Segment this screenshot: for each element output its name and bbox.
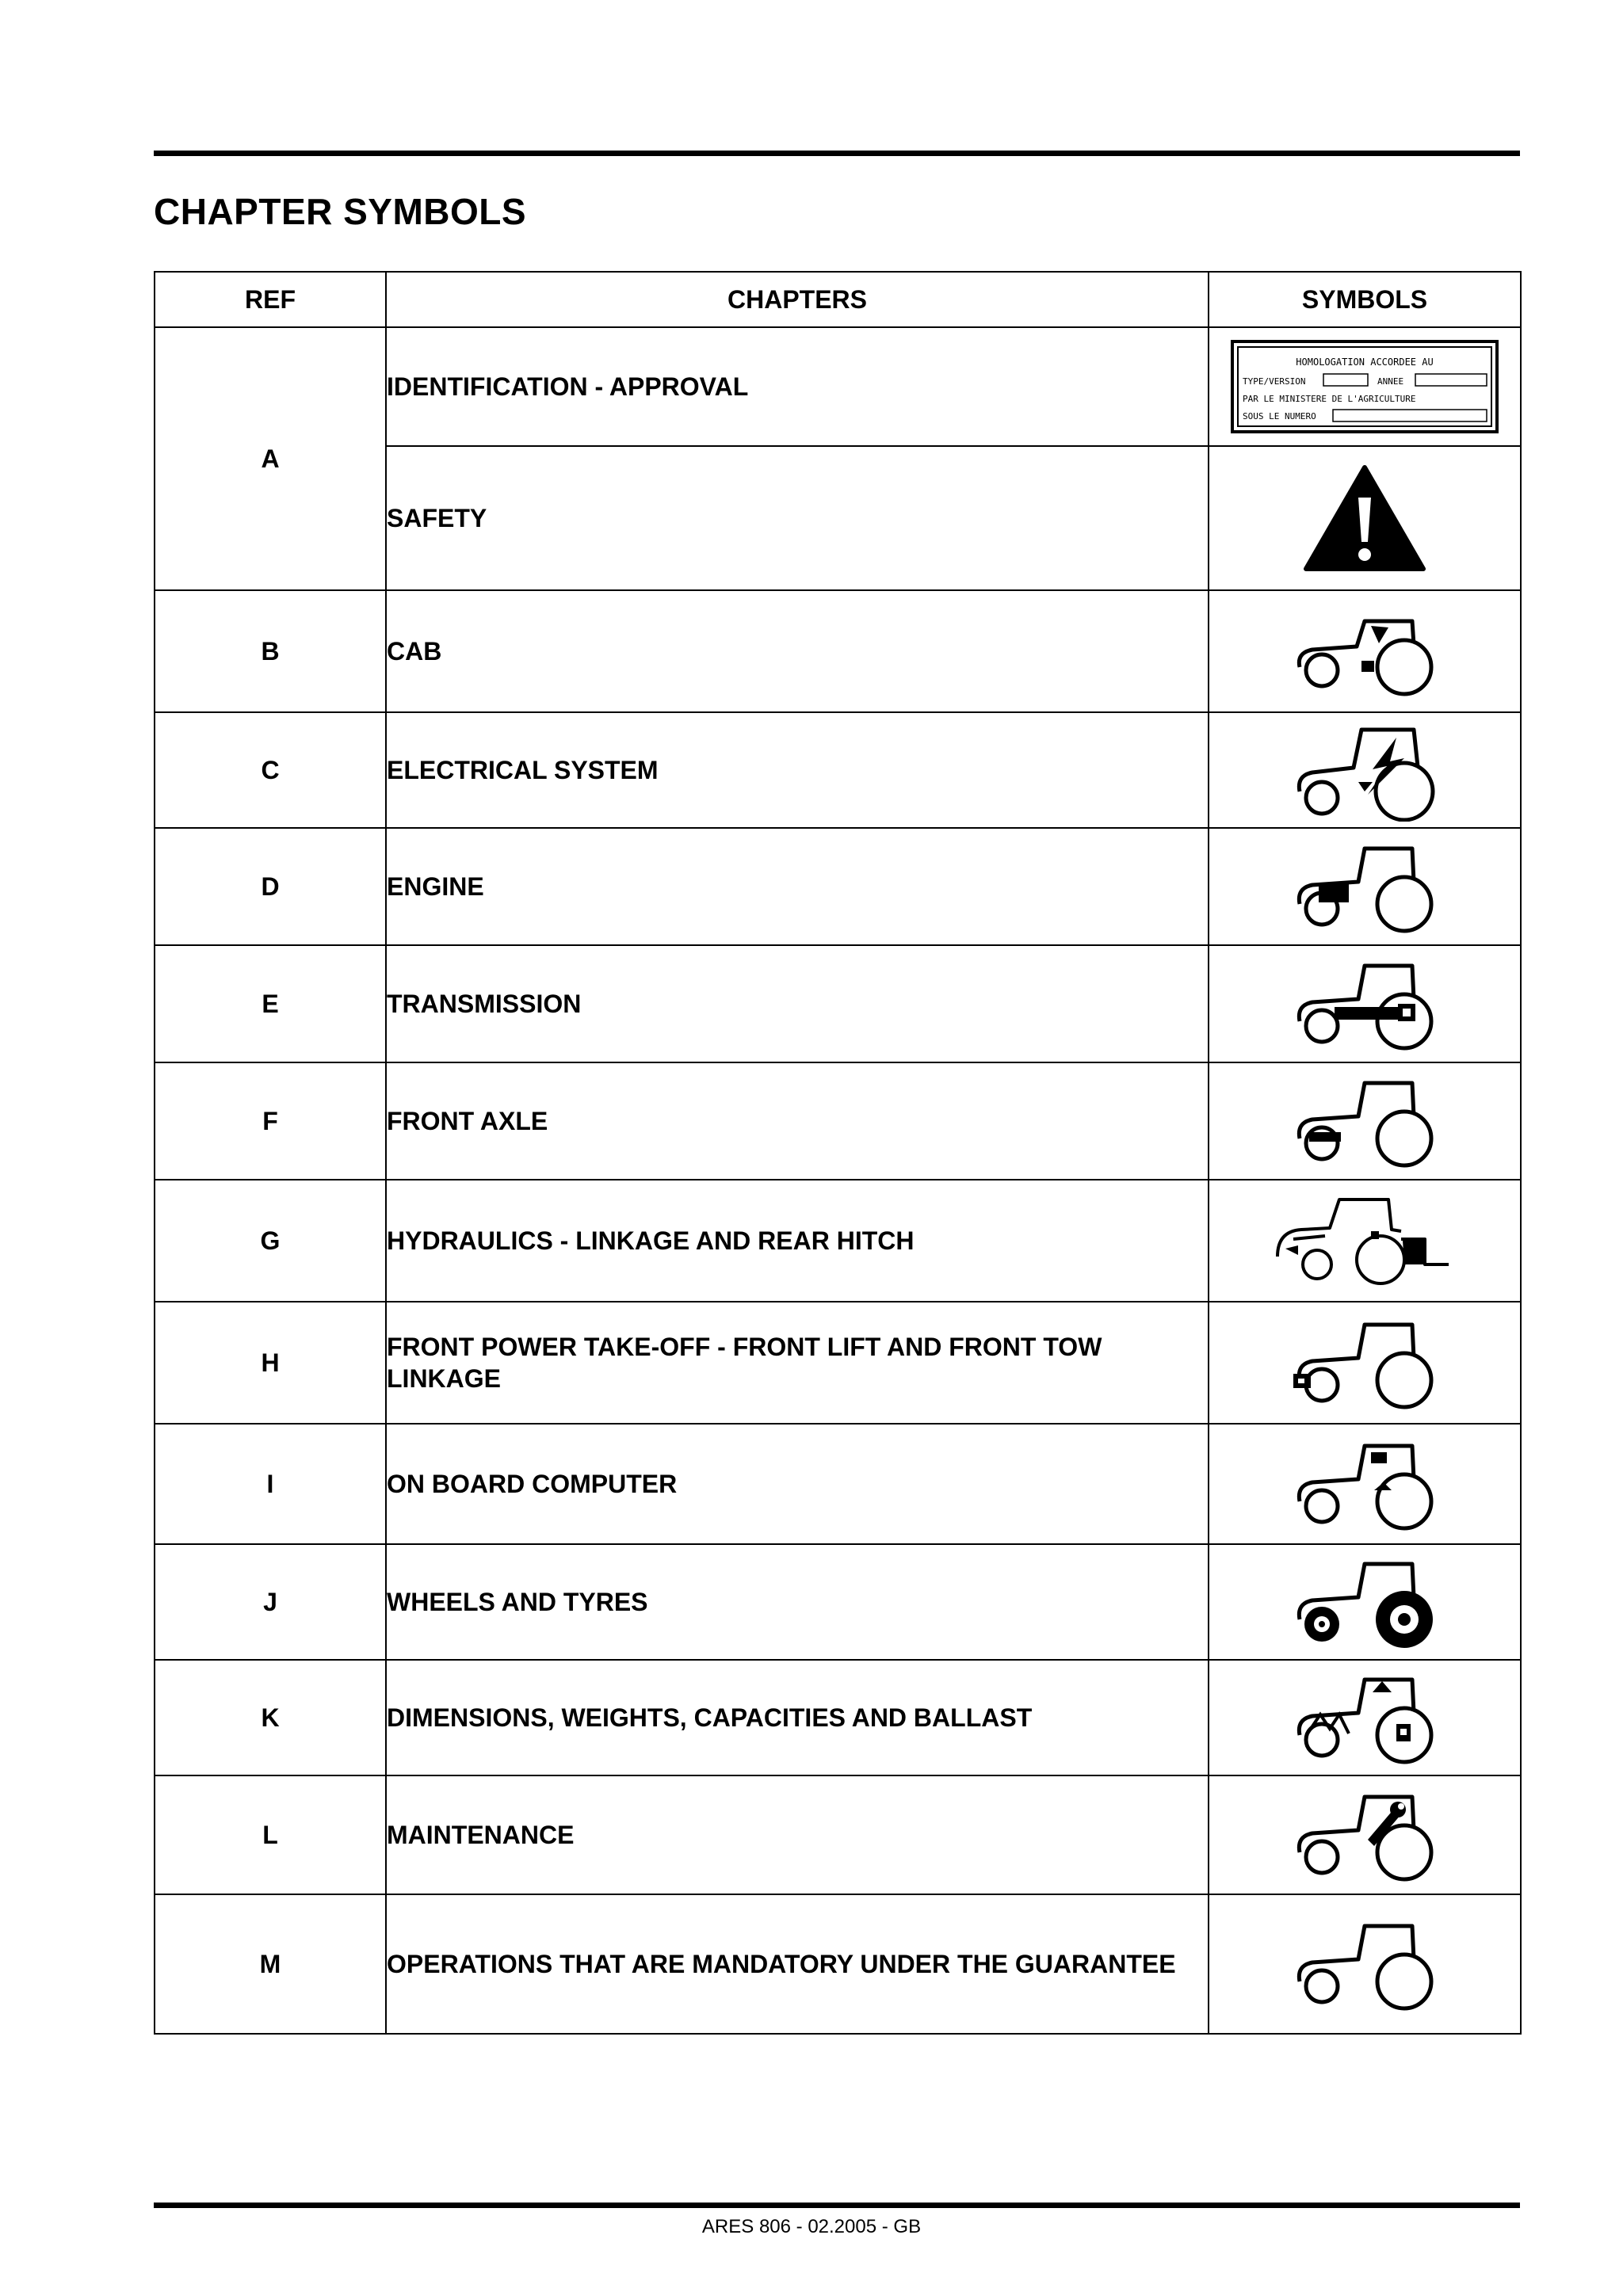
chapter-cell: DIMENSIONS, WEIGHTS, CAPACITIES AND BALLAST [386,1660,1209,1775]
chapter-cell: WHEELS AND TYRES [386,1544,1209,1660]
tractor-engine-icon [1285,837,1444,936]
symbol-cell [1209,446,1521,590]
chapter-cell: SAFETY [386,446,1209,590]
svg-text:PAR LE MINISTERE DE L'AGRICULT: PAR LE MINISTERE DE L'AGRICULTURE [1243,394,1416,404]
chapter-symbols-table [154,271,1522,2035]
warning-triangle-icon [1301,463,1428,574]
table-row [155,590,1521,712]
chapter-cell: ON BOARD COMPUTER [386,1424,1209,1544]
chapter-cell: FRONT AXLE [386,1062,1209,1180]
tractor-dimensions-icon [1285,1669,1444,1767]
table-row [155,1424,1521,1544]
table-row [155,1062,1521,1180]
svg-text:TYPE/VERSION: TYPE/VERSION [1243,376,1306,387]
ref-cell: C [155,712,386,828]
table-header-row [155,272,1521,327]
svg-text:SOUS LE NUMERO: SOUS LE NUMERO [1243,411,1316,421]
symbol-cell [1209,1424,1521,1544]
table-row [155,1775,1521,1894]
ref-cell: A [155,327,386,590]
tractor-electrical-icon [1285,719,1444,822]
header-chapters: CHAPTERS [386,272,1209,327]
table-row [155,1894,1521,2034]
symbol-cell [1209,1660,1521,1775]
tractor-maintenance-icon [1285,1786,1444,1884]
svg-text:ANNEE: ANNEE [1377,376,1404,387]
ref-cell: D [155,828,386,945]
table-row [155,1302,1521,1424]
chapter-cell: CAB [386,590,1209,712]
top-rule [154,151,1520,156]
table-row [155,1660,1521,1775]
symbol-cell [1209,327,1521,446]
table-row [155,712,1521,828]
ref-cell: J [155,1544,386,1660]
tractor-computer-icon [1285,1435,1444,1533]
tractor-cab-icon [1285,604,1444,699]
chapter-cell: OPERATIONS THAT ARE MANDATORY UNDER THE GUARANTEE [386,1894,1209,2034]
ref-cell: M [155,1894,386,2034]
ref-cell: E [155,945,386,1062]
symbol-cell [1209,1775,1521,1894]
chapter-cell: TRANSMISSION [386,945,1209,1062]
symbol-cell [1209,1062,1521,1180]
ref-cell: H [155,1302,386,1424]
tractor-front-axle-icon [1285,1072,1444,1170]
symbol-cell [1209,1544,1521,1660]
chapter-cell: IDENTIFICATION - APPROVAL [386,327,1209,446]
ref-cell: B [155,590,386,712]
table-row [155,828,1521,945]
ref-cell: F [155,1062,386,1180]
symbol-cell [1209,945,1521,1062]
symbol-cell [1209,828,1521,945]
chapter-cell: HYDRAULICS - LINKAGE AND REAR HITCH [386,1180,1209,1302]
header-symbols: SYMBOLS [1209,272,1521,327]
approval-plate-icon [1230,339,1499,434]
tractor-front-pto-icon [1285,1314,1444,1412]
table-row [155,1544,1521,1660]
tractor-transmission-icon [1285,955,1444,1053]
ref-cell: G [155,1180,386,1302]
tractor-guarantee-icon [1285,1915,1444,2013]
table-row [155,327,1521,446]
tractor-hydraulics-icon [1270,1192,1460,1290]
symbol-cell [1209,712,1521,828]
symbol-cell [1209,590,1521,712]
ref-cell: I [155,1424,386,1544]
symbol-cell [1209,1302,1521,1424]
chapter-cell: ELECTRICAL SYSTEM [386,712,1209,828]
svg-text:HOMOLOGATION ACCORDEE AU: HOMOLOGATION ACCORDEE AU [1296,357,1434,368]
chapter-cell: ENGINE [386,828,1209,945]
header-ref: REF [155,272,386,327]
chapter-cell: FRONT POWER TAKE-OFF - FRONT LIFT AND FRONT TOW LINKAGE [386,1302,1209,1424]
ref-cell: L [155,1775,386,1894]
symbol-cell [1209,1894,1521,2034]
ref-cell: K [155,1660,386,1775]
chapter-cell: MAINTENANCE [386,1775,1209,1894]
table-row [155,1180,1521,1302]
page-title: CHAPTER SYMBOLS [154,191,527,232]
tractor-wheels-icon [1285,1553,1444,1651]
page-footer: ARES 806 - 02.2005 - GB [701,2216,922,2237]
table-row [155,945,1521,1062]
bottom-rule [154,2203,1520,2208]
symbol-cell [1209,1180,1521,1302]
